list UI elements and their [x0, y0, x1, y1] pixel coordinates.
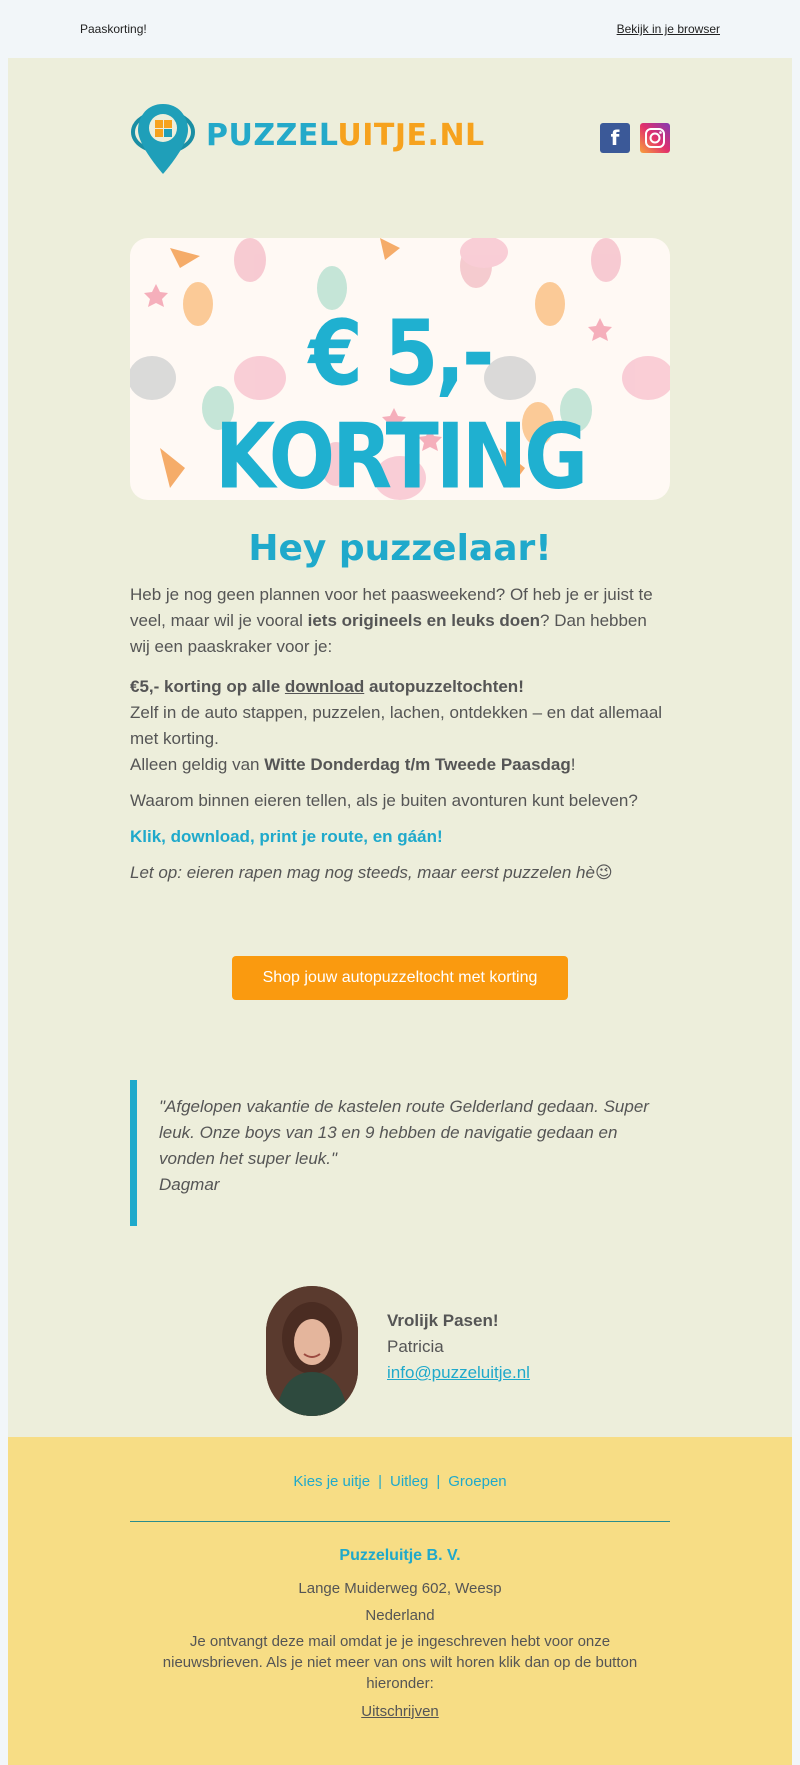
testimonial — [130, 1080, 670, 1226]
signature-name: Patricia — [387, 1337, 444, 1356]
bullet3-text-a: Alleen geldig van — [130, 755, 265, 774]
testimonial-author: Dagmar — [159, 1175, 220, 1194]
action-line — [130, 824, 670, 850]
footer — [8, 1437, 792, 1765]
email-card — [8, 58, 792, 1438]
note-text: : eieren rapen mag nog steeds, maar eerst puzzelen hè — [177, 863, 595, 882]
footer-street: Lange Muiderweg 602, Weesp — [298, 1580, 502, 1597]
promo-banner[interactable] — [130, 238, 670, 500]
logo-part-1: PUZZEL — [206, 118, 338, 153]
bullet2-text: Zelf in de auto stappen, puzzelen, lachen, ontdekken – en dat allemaal met korting. — [130, 703, 663, 748]
intro-bold: iets origineels en leuks doen — [307, 611, 541, 630]
facebook-icon[interactable] — [600, 123, 630, 153]
preheader-text: Paaskorting! — [80, 22, 147, 36]
note-label: Let op — [130, 863, 178, 882]
preheader — [0, 0, 800, 58]
footer-nav-kies[interactable]: Kies je uitje — [293, 1473, 371, 1490]
bullet3-text-b: ! — [570, 755, 576, 774]
bullet3-bold: Witte Donderdag t/m Tweede Paasdag — [264, 755, 571, 774]
bullet-item — [130, 700, 670, 752]
bullet-item — [130, 674, 670, 700]
bullet1-bold-a: €5,- korting op alle — [130, 677, 285, 696]
footer-nav-separator: | — [378, 1473, 382, 1490]
footer-nav — [8, 1473, 792, 1490]
download-link[interactable]: download — [284, 677, 365, 696]
intro-text-1: Heb je nog geen plannen voor het paasweekend? Of heb je er juist te veel, maar wil je vooral — [130, 585, 653, 630]
location-pin-icon — [130, 100, 200, 178]
footer-nav-uitleg[interactable]: Uitleg — [389, 1473, 429, 1490]
instagram-glyph-icon — [644, 127, 666, 149]
action-text[interactable]: Klik, download, print je route, en gáán! — [130, 827, 443, 846]
footer-nav-groepen[interactable]: Groepen — [448, 1473, 507, 1490]
footer-note: Je ontvangt deze mail omdat je je ingeschreven hebt voor onze nieuwsbrieven. Als je niet meer van ons wilt horen klik dan op de button hieronder: — [162, 1633, 638, 1692]
testimonial-quote: "Afgelopen vakantie de kastelen route Gelderland gedaan. Super leuk. Onze boys van 13 en 9 hebben de navigatie gedaan en vonden het super leuk." — [159, 1097, 649, 1168]
intro-paragraph — [130, 582, 670, 660]
shop-button[interactable]: Shop jouw autopuzzeltocht met korting — [232, 956, 568, 1000]
instagram-icon[interactable] — [640, 123, 670, 153]
banner-headline: € 5,- KORTING — [214, 302, 586, 500]
bullet-item — [130, 752, 670, 778]
bullet1-bold-b: autopuzzeltochten! — [364, 677, 524, 696]
bullet-list — [130, 674, 670, 778]
unsubscribe-link[interactable]: Uitschrijven — [361, 1703, 439, 1720]
view-in-browser-link[interactable]: Bekijk in je browser — [616, 22, 720, 36]
logo[interactable] — [130, 100, 485, 178]
intro-text-2: ? Dan hebben wij een paaskraker voor je: — [130, 611, 647, 656]
question-text: Waarom binnen eieren tellen, als je buiten avonturen kunt beleven? — [130, 791, 638, 810]
footer-company: Puzzeluitje B. V. — [339, 1547, 461, 1564]
note-line — [130, 860, 670, 886]
footer-country: Nederland — [365, 1607, 435, 1624]
greeting-title: Hey puzzelaar! — [248, 528, 552, 569]
avatar — [266, 1286, 358, 1416]
portrait-icon — [266, 1286, 358, 1416]
signature — [387, 1308, 530, 1386]
footer-divider — [130, 1521, 670, 1522]
footer-nav-separator: | — [436, 1473, 441, 1490]
signature-email-link[interactable]: info@puzzeluitje.nl — [387, 1363, 530, 1382]
logo-wordmark — [206, 118, 485, 153]
footer-address — [8, 1575, 792, 1629]
signature-greeting: Vrolijk Pasen! — [387, 1311, 499, 1330]
facebook-glyph: f — [610, 126, 620, 150]
wink-emoji-icon: 😉 — [594, 863, 613, 882]
logo-part-2: UITJE.NL — [337, 118, 485, 153]
